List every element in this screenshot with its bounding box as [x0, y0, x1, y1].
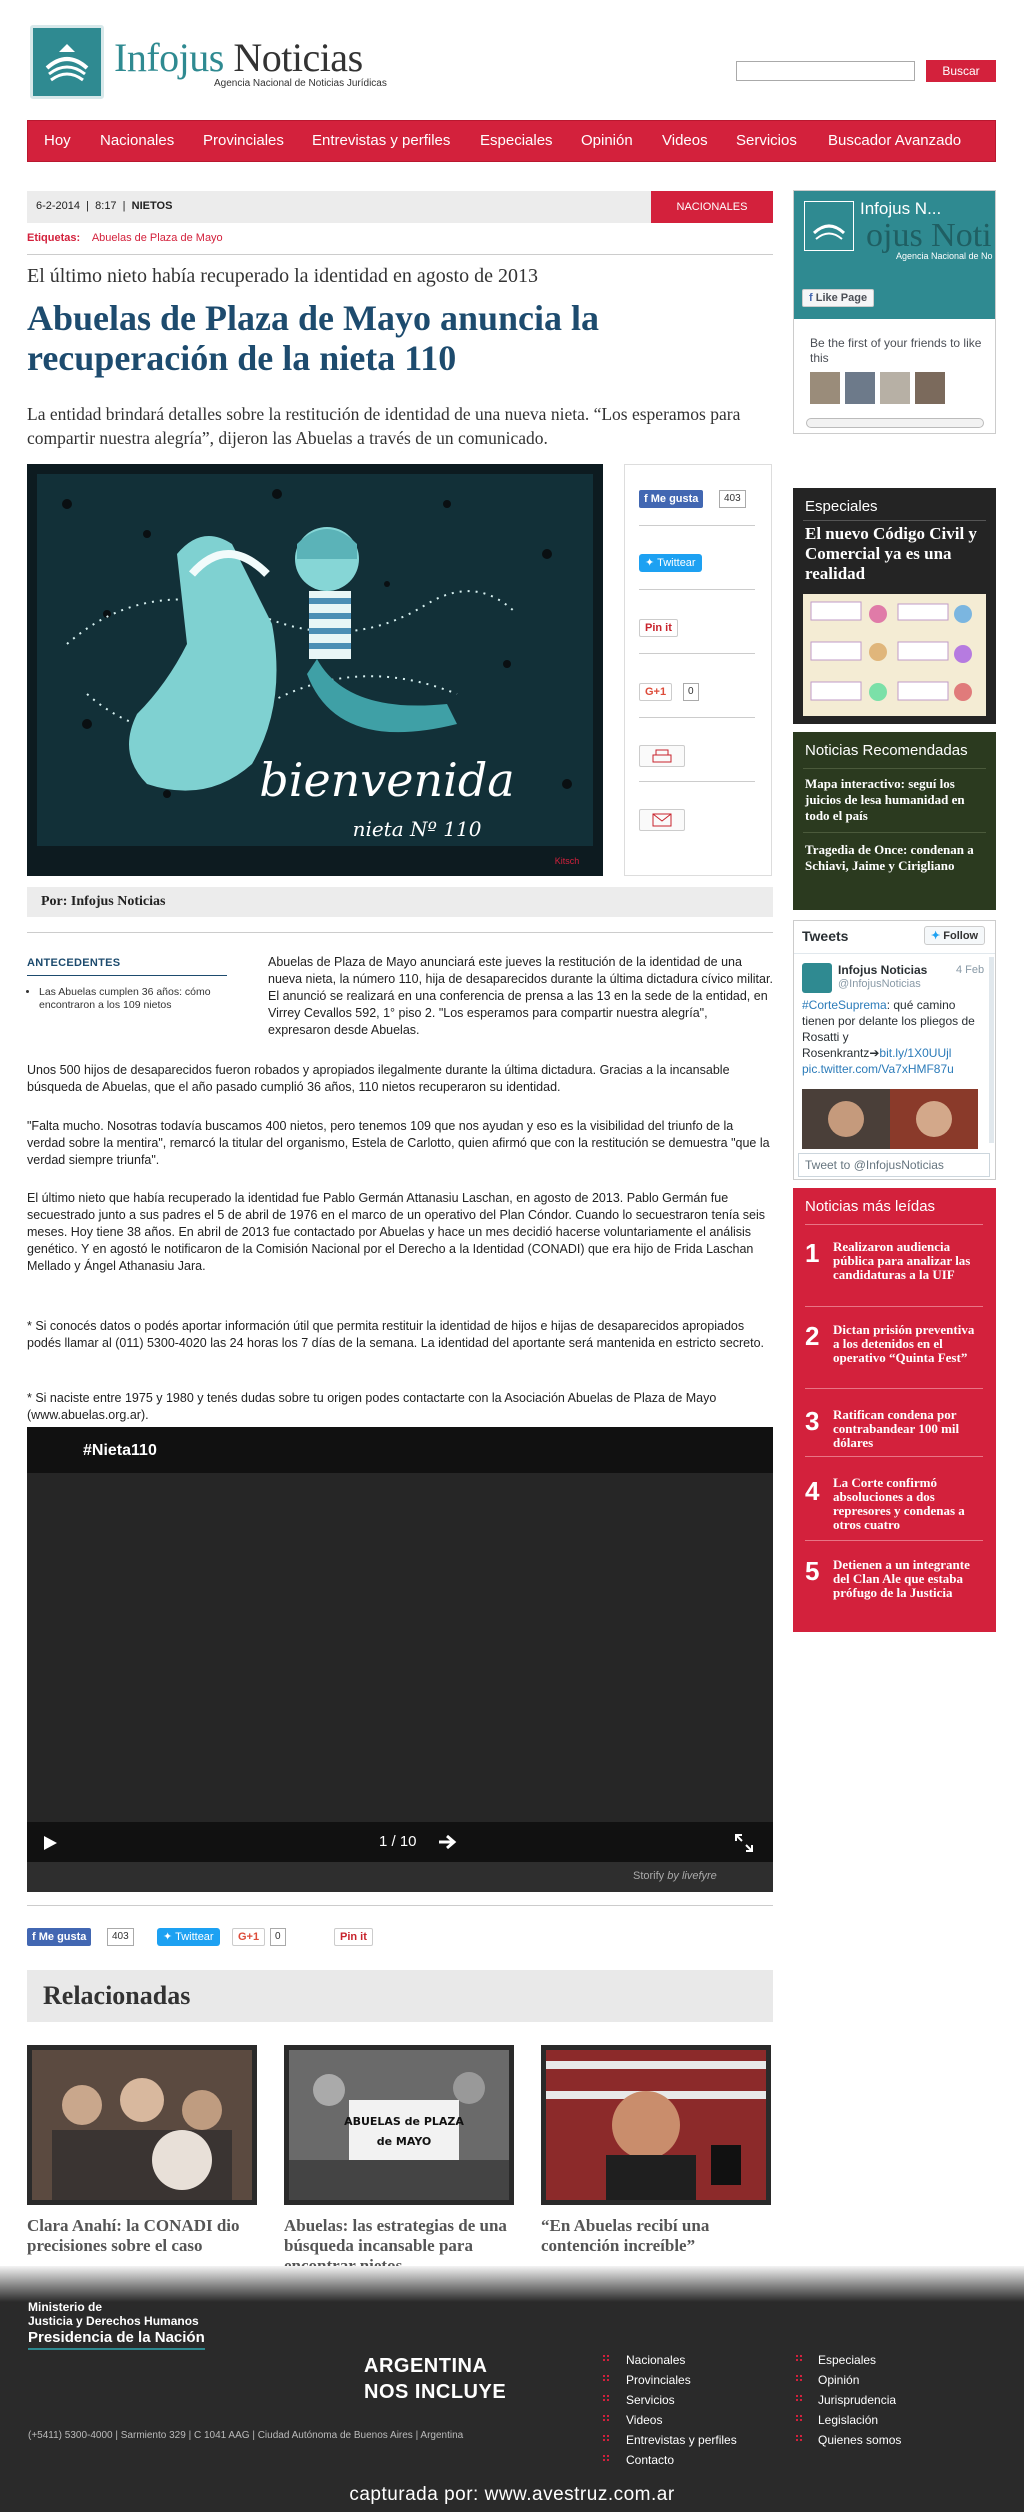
antecedentes-list — [27, 986, 227, 1012]
pinterest-button[interactable]: Pin it — [334, 1928, 373, 1946]
footer-link[interactable]: Provinciales — [626, 2373, 691, 2387]
footer-link[interactable]: Legislación — [818, 2413, 879, 2427]
divider — [803, 768, 986, 769]
arrow-right-icon[interactable] — [437, 1833, 459, 1851]
footer-address: (+5411) 5300-4000 | Sarmiento 329 | C 1041 AAG | Ciudad Autónoma de Buenos Aires | Argentina — [28, 2430, 464, 2441]
divider — [805, 1388, 983, 1389]
facebook-cover — [794, 191, 995, 319]
footer-link[interactable]: Videos — [626, 2413, 663, 2427]
print-button[interactable] — [639, 745, 685, 767]
twitter-follow-label: Follow — [943, 930, 979, 942]
facebook-cover-subtitle: Agencia Nacional de No — [896, 251, 993, 261]
recomendadas-title: Noticias Recomendadas — [805, 742, 968, 759]
facebook-cover-title: ojus Noti — [866, 217, 992, 254]
tweet-compose-input[interactable]: Tweet to @InfojusNoticias — [798, 1153, 990, 1177]
tweet-link[interactable]: bit.ly/1X0UUjl — [879, 1046, 952, 1060]
nav-item-nacionales[interactable]: Nacionales — [100, 132, 175, 149]
tweet-button[interactable] — [157, 1928, 220, 1946]
capture-watermark: capturada por: www.avestruz.com.ar — [349, 2484, 675, 2505]
storify-controls — [27, 1822, 773, 1862]
ministry-logo[interactable] — [28, 2300, 205, 2350]
rank-number: 5 — [805, 1556, 820, 1586]
storify-footer — [27, 1862, 773, 1892]
footer-link[interactable]: Quienes somos — [818, 2433, 902, 2447]
facebook-like-page-button[interactable] — [802, 289, 874, 307]
related-image[interactable] — [541, 2045, 771, 2205]
footer-link[interactable]: Contacto — [626, 2453, 675, 2467]
recomendadas-link[interactable]: Tragedia de Once: condenan a Schiavi, Jaime y Cirigliano — [805, 842, 974, 873]
twitter-timeline-widget — [793, 920, 996, 1180]
related-item-title[interactable]: Clara Anahí: la CONADI dio precisiones sobre el caso — [27, 2216, 240, 2255]
facebook-like-page-label: Like Page — [815, 292, 868, 304]
mas-leidas-block — [793, 1188, 996, 1632]
tags — [27, 232, 223, 244]
nav-item-videos[interactable]: Videos — [662, 132, 708, 149]
google-plus-count: 0 — [270, 1928, 286, 1946]
article-paragraph: * Si naciste entre 1975 y 1980 y tenés dudas sobre tu origen podes contactarte con la Asociación Abuelas de Plaza de Mayo (www.abuelas.org.ar). — [27, 1391, 717, 1422]
related-item-title[interactable]: Abuelas: las estrategias de una búsqueda incansable para — [284, 2216, 507, 2255]
avatar[interactable] — [810, 372, 840, 404]
bullet-icon — [796, 2355, 802, 2361]
facebook-like-button[interactable] — [639, 490, 703, 508]
site-title-part-a: Infojus — [114, 35, 224, 80]
presidency-name: Presidencia de la Nación — [28, 2331, 205, 2350]
divider — [805, 1456, 983, 1457]
facebook-like-label: Me gusta — [38, 1931, 87, 1943]
divider — [805, 1540, 983, 1541]
tweet-label: Twittear — [175, 1931, 214, 1943]
bullet-icon — [796, 2375, 802, 2381]
search-input[interactable] — [736, 61, 915, 81]
mas-leidas-title: Noticias más leídas — [805, 1198, 936, 1215]
avatar[interactable] — [845, 372, 875, 404]
article-paragraph: "Falta mucho. Nosotras todavía buscamos 400 nietos, pero tenemos 109 que nos ayudan y eso es la visibilidad del triunfo de la verdad sobre la mentira", remarcó la titular del organismo, Estela de Carlotto, quien afirmó que con la restitución se demuestra "que la verdad siempre triunfa". — [27, 1119, 770, 1167]
tweet-user-name[interactable]: Infojus Noticias — [838, 963, 928, 977]
facebook-page-name[interactable]: Infojus N... — [860, 199, 942, 218]
facebook-scrollbar[interactable] — [806, 418, 984, 428]
footer-gradient — [0, 2266, 1024, 2302]
bullet-icon — [796, 2415, 802, 2421]
antecedentes-link[interactable]: Las Abuelas cumplen 36 años: cómo encontraron a los 109 nietos — [39, 986, 211, 1011]
article-lead: La entidad brindará detalles sobre la restitución de identidad de una nueva nieta. “Los esperamos para compartir nuestra alegría”, dijeron las Abuelas a través de un comunicado. — [27, 404, 741, 448]
twitter-follow-button[interactable] — [924, 926, 985, 945]
tweet-link[interactable]: pic.twitter.com/Va7xHMF87u — [802, 1062, 954, 1076]
site-subtitle: Agencia Nacional de Noticias Jurídicas — [214, 78, 387, 89]
article-headline: Abuelas de Plaza de Mayo anuncia la recuperación de la nieta 110 — [27, 298, 600, 378]
mas-leidas-link[interactable]: Realizaron audiencia pública para analizar las candidaturas a la UIF — [833, 1239, 971, 1282]
especiales-block — [793, 488, 996, 724]
divider — [639, 717, 755, 718]
divider — [27, 1905, 773, 1906]
tweet-image[interactable] — [802, 1089, 978, 1149]
google-plus-button[interactable]: G+1 — [232, 1928, 265, 1946]
facebook-icon: f — [32, 1931, 36, 1943]
google-plus-count: 0 — [683, 683, 699, 701]
twitter-scrollbar[interactable] — [989, 957, 994, 1143]
divider — [639, 589, 755, 590]
bullet-icon — [796, 2395, 802, 2401]
tweet-text — [802, 997, 978, 1077]
share-column — [624, 464, 772, 876]
divider — [27, 254, 773, 255]
bullet-icon — [796, 2435, 802, 2441]
facebook-page-logo-icon — [804, 201, 854, 251]
tags-label: Etiquetas: — [27, 232, 81, 244]
facebook-icon: f — [809, 292, 813, 304]
avatar[interactable] — [880, 372, 910, 404]
bullet-icon — [603, 2355, 609, 2361]
avatar[interactable] — [802, 963, 832, 993]
argentina-line2: NOS INCLUYE — [364, 2381, 507, 2403]
mas-leidas-link[interactable]: Dictan prisión preventiva a los detenidos en el operativo “Quinta Fest” — [833, 1322, 975, 1365]
bullet-icon — [603, 2395, 609, 2401]
avatar[interactable] — [915, 372, 945, 404]
footer-link[interactable]: Opinión — [818, 2373, 860, 2387]
divider — [639, 781, 755, 782]
divider — [639, 525, 755, 526]
bullet-icon — [603, 2415, 609, 2421]
footer-link[interactable]: Entrevistas y perfiles — [626, 2433, 737, 2447]
related-item-title[interactable]: “En Abuelas recibí una contención increíble” — [541, 2216, 710, 2255]
antecedentes-title: ANTECEDENTES — [27, 957, 121, 969]
twitter-icon: ✦ — [931, 930, 941, 942]
site-title[interactable] — [114, 34, 363, 81]
nav-item-entrevistas[interactable]: Entrevistas y perfiles — [312, 132, 451, 149]
storify-brand-livefyre: livefyre — [681, 1870, 717, 1882]
mas-leidas-link[interactable]: Detienen a un integrante del Clan Ale que estaba prófugo de la Justicia — [833, 1557, 970, 1600]
facebook-like-count: 403 — [719, 490, 746, 508]
article-intro: Abuelas de Plaza de Mayo anunciará este jueves la restitución de la identidad de una nueva nieta, la número 110, hija de desaparecidos durante la última dictadura cívico militar. El anunció se realizará en una conferencia de prensa a las 13 en la sede de la entidad, en Virrey Cevallos 592, 1° piso 2. "Los esperamos para compartir nuestra alegría", expresaron desde Abuelas. — [268, 955, 773, 1037]
article-paragraph: Unos 500 hijos de desaparecidos fueron robados y apropiados ilegalmente durante la última dictadura. Gracias a la incansable búsqueda de Abuelas, que el año pasado cumplió 36 años, 110 nietos recuperaron su identidad. — [27, 1063, 730, 1094]
pinterest-button[interactable]: Pin it — [639, 619, 678, 637]
google-plus-button[interactable]: G+1 — [639, 683, 672, 701]
ministry-line2: Justicia y Derechos Humanos — [28, 2314, 199, 2328]
divider — [805, 1306, 983, 1307]
rank-number: 3 — [805, 1406, 820, 1436]
storify-title: #Nieta110 — [27, 1427, 773, 1473]
divider — [794, 953, 995, 954]
article-time: 8:17 — [95, 200, 117, 212]
article-section: NIETOS — [131, 200, 173, 212]
divider — [639, 653, 755, 654]
facebook-like-label: Me gusta — [650, 493, 699, 505]
storify-brand[interactable] — [633, 1870, 717, 1882]
divider — [27, 932, 773, 933]
footer-link[interactable]: Servicios — [626, 2393, 675, 2407]
related-title: Relacionadas — [27, 1970, 773, 2022]
antecedentes-item[interactable] — [39, 986, 227, 1012]
search-button[interactable]: Buscar — [926, 60, 996, 82]
divider — [27, 975, 227, 976]
category-badge[interactable]: NACIONALES — [651, 191, 773, 223]
play-icon[interactable] — [41, 1834, 59, 1852]
rank-number: 2 — [805, 1321, 820, 1351]
nav-item-provinciales[interactable]: Provinciales — [203, 132, 284, 149]
tweet-user-handle: @InfojusNoticias — [838, 978, 921, 990]
nav-item-especiales[interactable]: Especiales — [480, 132, 553, 149]
ministry-line1: Ministerio de — [28, 2300, 103, 2314]
especiales-link[interactable]: El nuevo Código Civil y Comercial ya es una realidad — [805, 524, 977, 583]
tweet-date: 4 Feb — [956, 964, 985, 976]
email-button[interactable] — [639, 809, 685, 831]
rank-number: 4 — [805, 1476, 820, 1506]
sign-text-line2: de MAYO — [376, 2135, 432, 2148]
tweet-label: Twittear — [657, 557, 696, 569]
article-kicker: El último nieto había recuperado la identidad en agosto de 2013 — [27, 265, 538, 287]
article-byline: Por: Infojus Noticias — [27, 887, 773, 917]
illustration-title: bienvenida — [259, 753, 515, 807]
footer-link[interactable]: Jurisprudencia — [818, 2393, 897, 2407]
related-image[interactable] — [284, 2045, 514, 2205]
article-meta: 6-2-2014 | 8:17 | NIETOS — [36, 200, 173, 212]
illustration-subtitle: nieta Nº 110 — [352, 817, 482, 841]
fullscreen-icon[interactable] — [733, 1832, 755, 1854]
especiales-title: Especiales — [805, 498, 878, 515]
storify-brand-by: by — [667, 1870, 679, 1882]
article-date: 6-2-2014 — [36, 200, 81, 212]
twitter-icon: ✦ — [645, 557, 655, 569]
sign-text-line1: ABUELAS de PLAZA — [344, 2115, 464, 2128]
nav-item-hoy[interactable]: Hoy — [44, 132, 71, 149]
tweet-hashtag[interactable]: #CorteSuprema — [802, 998, 887, 1012]
illustration-credit: Kitsch — [554, 856, 580, 866]
bullet-icon — [603, 2375, 609, 2381]
recomendadas-block — [793, 732, 996, 910]
site-title-part-b: Noticias — [233, 35, 363, 80]
divider — [805, 1224, 983, 1225]
article-illustration — [27, 464, 603, 876]
storify-pager: 1 / 10 — [379, 1833, 417, 1850]
especiales-image[interactable] — [803, 594, 986, 716]
facebook-friend-avatars — [810, 372, 946, 404]
main-nav — [27, 120, 996, 162]
footer-link[interactable]: Especiales — [818, 2353, 877, 2367]
print-icon — [640, 746, 684, 766]
nav-item-servicios[interactable]: Servicios — [736, 132, 797, 149]
facebook-like-count: 403 — [107, 1928, 134, 1946]
tweets-title: Tweets — [802, 928, 849, 944]
mas-leidas-link[interactable]: Ratifican condena por contrabandear 100 mil dólares — [833, 1407, 960, 1450]
tweet-body: : qué camino tienen por delante los pliegos de Rosatti y Rosenkrantz➔ — [802, 998, 975, 1060]
divider — [803, 832, 986, 833]
facebook-icon: f — [644, 493, 648, 505]
facebook-friends-text: Be the first of your friends to like this — [810, 336, 982, 365]
argentina-line1: ARGENTINA — [364, 2355, 488, 2377]
storify-brand-name: Storify — [633, 1870, 665, 1882]
divider — [803, 520, 986, 521]
tweet-button[interactable] — [639, 554, 702, 572]
rank-number: 1 — [805, 1238, 820, 1268]
argentina-logo — [364, 2353, 506, 2405]
email-icon — [640, 810, 684, 830]
recomendadas-link[interactable]: Mapa interactivo: seguí los juicios de lesa humanidad en todo el país — [805, 776, 965, 823]
footer-link[interactable]: Nacionales — [626, 2353, 686, 2367]
bullet-icon — [603, 2435, 609, 2441]
logo-icon[interactable] — [30, 25, 104, 99]
article-paragraph: * Si conocés datos o podés aportar información útil que permita restituir la identidad de hijos e hijas de desaparecidos apropiados podés llamar al (011) 5300-4020 las 24 horas los 7 días de la semana. La identidad del aportante será mantenida en estricto secreto. — [27, 1319, 765, 1350]
facebook-like-button[interactable] — [27, 1928, 91, 1946]
twitter-icon: ✦ — [163, 1931, 173, 1943]
related-image[interactable] — [27, 2045, 257, 2205]
article-paragraph: El último nieto que había recuperado la identidad fue Pablo Germán Attanasiu Laschan, en agosto de 2013. Pablo Germán fue secuestrado junto a sus padres el 5 de abril de 1976 en el marco de un operativo del Plan Cóndor. Cuando lo secuestraron tenía seis meses. Hoy tiene 38 años. En abril de 2013 fue contactado por Abuelas y hace un mes decidió hacerse voluntariamente el análisis genético. Y en agostó le notificaron de la Comisión Nacional por el Derecho a la Identidad (CONADI) que era hijo de Frida Laschan Mellado y Ángel Athanasiu Jara. — [27, 1191, 765, 1273]
mas-leidas-link[interactable]: La Corte confirmó absoluciones a dos represores y condenas a otros cuatro — [833, 1475, 965, 1532]
tag-link[interactable]: Abuelas de Plaza de Mayo — [91, 232, 223, 244]
nav-item-opinion[interactable]: Opinión — [581, 132, 633, 149]
nav-item-buscador-avanzado[interactable]: Buscador Avanzado — [828, 132, 962, 149]
bullet-icon — [603, 2455, 609, 2461]
